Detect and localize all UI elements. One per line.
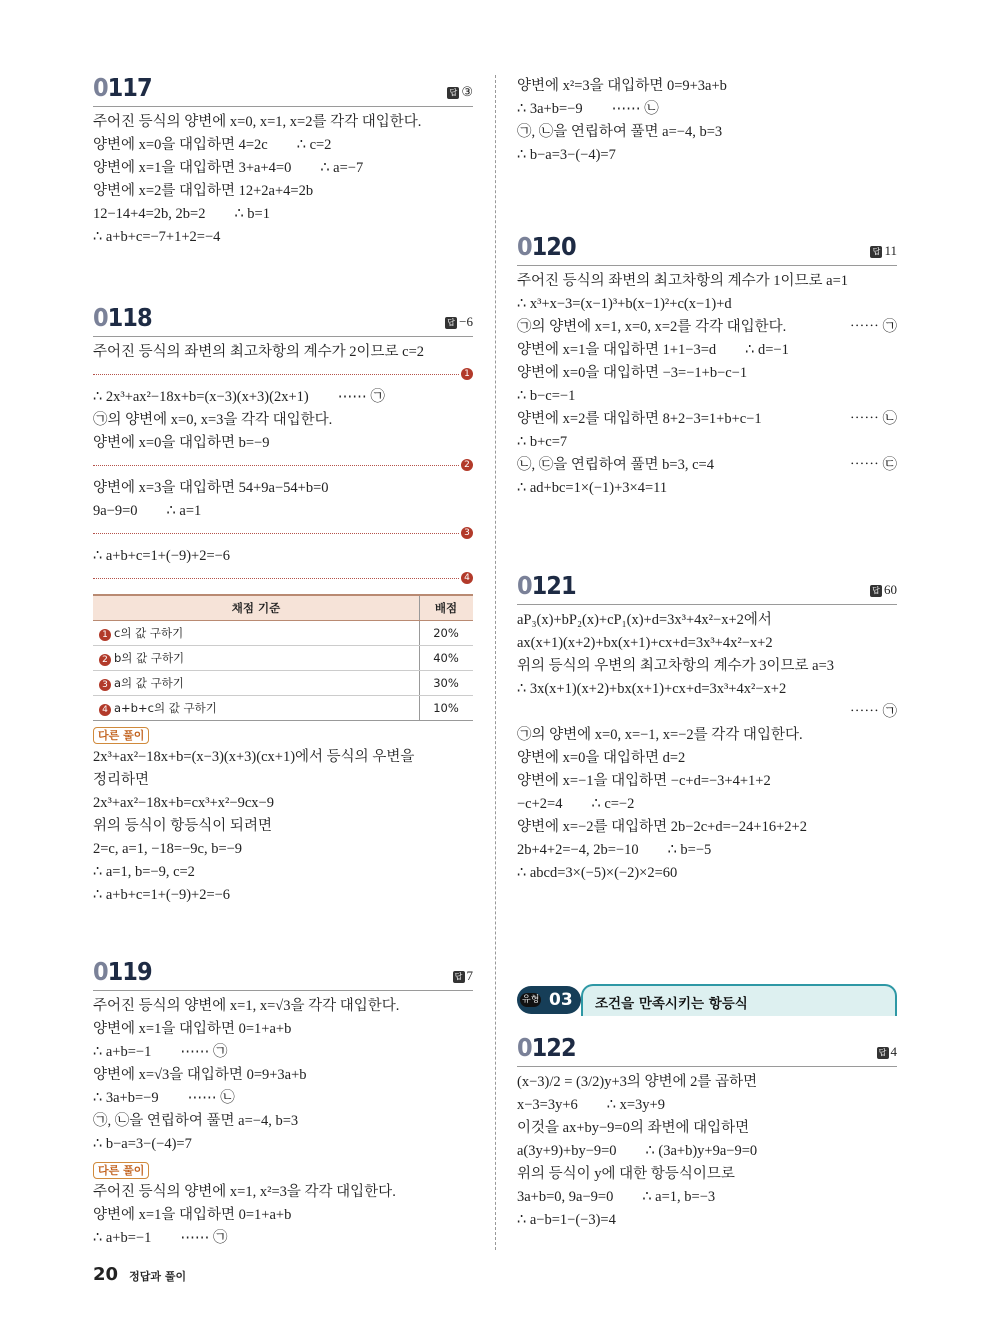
solution-line: ∴ 2x³+ax²−18x+b=(x−3)(x+3)(2x+1) ⋯⋯ ㉠ <box>93 389 385 405</box>
answer-icon: 답 <box>447 87 459 99</box>
solution-line: 양변에 x=2를 대입하면 8+2−3=1+b+c−1 <box>517 411 762 427</box>
solution-line: 위의 등식의 우변의 최고차항의 계수가 3이므로 a=3 <box>517 658 834 674</box>
criterion-label: c의 값 구하기 <box>114 626 184 640</box>
solution-line: 주어진 등식의 좌변의 최고차항의 계수가 2이므로 c=2 <box>93 344 425 360</box>
scoring-divider <box>93 568 473 590</box>
answer <box>447 84 473 100</box>
problem-header <box>93 73 473 107</box>
solution-line: ∴ b−a=3−(−4)=7 <box>517 147 616 163</box>
solution-body <box>93 341 473 590</box>
answer <box>877 1044 898 1060</box>
solution-line: ∴ a−b=1−(−3)=4 <box>517 1212 616 1228</box>
solution-line: ∴ b+c=7 <box>517 434 568 450</box>
equation-tag: ⋯⋯ ㉠ <box>849 704 897 720</box>
criterion-cell <box>93 621 420 646</box>
table-header: 배점 <box>420 595 474 621</box>
problem-header <box>93 957 473 991</box>
score-cell: 30% <box>420 671 474 696</box>
solution-line: 위의 등식이 y에 대한 항등식이므로 <box>517 1166 735 1182</box>
solution-line: 양변에 x=0을 대입하면 d=2 <box>517 750 686 766</box>
step-badge: 4 <box>461 572 473 584</box>
solution-line: 양변에 x²=3을 대입하면 0=9+3a+b <box>517 78 727 94</box>
solution-line: ∴ a+b+c=1+(−9)+2=−6 <box>93 548 231 564</box>
solution-line: 2x³+ax²−18x+b=cx³+x²−9cx−9 <box>93 795 274 811</box>
problem-number: 0119 <box>93 957 152 986</box>
criterion-label: a+b+c의 값 구하기 <box>114 701 217 715</box>
answer-icon: 답 <box>877 1047 889 1059</box>
solution-line: ㉠의 양변에 x=1, x=0, x=2를 각각 대입한다. <box>517 319 787 335</box>
solution-line: 양변에 x=0을 대입하면 −3=−1+b−c−1 <box>517 365 748 381</box>
banner-title: 조건을 만족시키는 항등식 <box>595 996 748 1012</box>
solution-line: ∴ b−a=3−(−4)=7 <box>93 1136 192 1152</box>
solution-line: 정리하면 <box>93 772 150 788</box>
solution-line: ∴ ad+bc=1×(−1)+3×4=11 <box>517 480 668 496</box>
problem-number: 0118 <box>93 303 152 332</box>
alt-solution-body <box>93 746 473 907</box>
solution-line: −c+2=4 ∴ c=−2 <box>517 796 635 812</box>
solution-line: x−3=3y+6 ∴ x=3y+9 <box>517 1097 665 1113</box>
criterion-cell <box>93 696 420 721</box>
criterion-label: a의 값 구하기 <box>114 676 184 690</box>
solution-line: ㉠, ㉡을 연립하여 풀면 a=−4, b=3 <box>517 124 723 140</box>
solution-line: (x−3)/2 = (3/2)y+3의 양변에 2를 곱하면 <box>517 1074 758 1090</box>
solution-line: 3a+b=0, 9a−9=0 ∴ a=1, b=−3 <box>517 1189 716 1205</box>
criterion-cell <box>93 646 420 671</box>
solution-line: 양변에 x=0을 대입하면 4=2c ∴ c=2 <box>93 137 332 153</box>
solution-line: 주어진 등식의 양변에 x=0, x=1, x=2를 각각 대입한다. <box>93 114 422 130</box>
answer-value: 11 <box>884 243 897 258</box>
step-badge: 2 <box>99 654 111 666</box>
solution-line: ∴ abcd=3×(−5)×(−2)×2=60 <box>517 865 678 881</box>
continued-solution <box>517 75 897 167</box>
problem-number: 0122 <box>517 1033 576 1062</box>
solution-body <box>517 270 897 500</box>
answer-icon: 답 <box>445 317 457 329</box>
solution-line: 양변에 x=1을 대입하면 1+1−3=d ∴ d=−1 <box>517 342 789 358</box>
solution-line: ∴ x³+x−3=(x−1)³+b(x−1)²+c(x−1)+d <box>517 296 732 312</box>
type-label: 유형 <box>522 995 540 1005</box>
solution-line: ∴ a+b+c=1+(−9)+2=−6 <box>93 887 231 903</box>
equation-tag: ⋯⋯ ㉡ <box>849 411 897 427</box>
solution-line: ㉠의 양변에 x=0, x=3을 각각 대입한다. <box>93 412 333 428</box>
score-cell: 40% <box>420 646 474 671</box>
table-row <box>93 671 473 696</box>
answer-value: ③ <box>461 84 473 99</box>
solution-line: 2=c, a=1, −18=−9c, b=−9 <box>93 841 243 857</box>
alt-solution-badge: 다른 풀이 <box>93 1162 149 1179</box>
problem-header <box>517 1033 897 1067</box>
answer <box>445 314 473 330</box>
table-row <box>93 696 473 721</box>
scoring-table <box>93 594 473 721</box>
solution-line: ㉠, ㉡을 연립하여 풀면 a=−4, b=3 <box>93 1113 299 1129</box>
solution-line: ∴ b−c=−1 <box>517 388 576 404</box>
problem-0121 <box>517 571 897 885</box>
column-divider <box>495 75 496 1250</box>
solution-body <box>517 1071 897 1232</box>
solution-line: 위의 등식이 항등식이 되려면 <box>93 818 272 834</box>
answer <box>453 968 474 984</box>
answer-icon: 답 <box>870 246 882 258</box>
solution-line: 2b+4+2=−4, 2b=−10 ∴ b=−5 <box>517 842 712 858</box>
table-header: 채점 기준 <box>93 595 420 621</box>
solution-line: ∴ a+b+c=−7+1+2=−4 <box>93 229 221 245</box>
answer-value: −6 <box>459 314 473 329</box>
equation-tag: ⋯⋯ ㉢ <box>849 457 897 473</box>
step-badge: 1 <box>461 368 473 380</box>
answer-value: 4 <box>890 1044 897 1059</box>
problem-number: 0120 <box>517 232 576 261</box>
solution-body <box>517 75 897 167</box>
problem-0119 <box>93 957 473 1250</box>
solution-line: ∴ a+b=−1 ⋯⋯ ㉠ <box>93 1044 228 1060</box>
solution-line: 양변에 x=3을 대입하면 54+9a−54+b=0 <box>93 480 329 496</box>
solution-line: 양변에 x=0을 대입하면 b=−9 <box>93 435 270 451</box>
answer-value: 60 <box>884 582 897 597</box>
problem-header <box>517 232 897 266</box>
criterion-label: b의 값 구하기 <box>114 651 185 665</box>
problem-number: 0117 <box>93 73 152 102</box>
alt-solution-body <box>93 1181 473 1250</box>
solution-line: 9a−9=0 ∴ a=1 <box>93 503 202 519</box>
solution-line: 12−14+4=2b, 2b=2 ∴ b=1 <box>93 206 270 222</box>
criterion-cell <box>93 671 420 696</box>
score-cell: 10% <box>420 696 474 721</box>
solution-line: ∴ 3a+b=−9 ⋯⋯ ㉡ <box>93 1090 235 1106</box>
solution-line: 양변에 x=2를 대입하면 12+2a+4=2b <box>93 183 314 199</box>
solution-line: 양변에 x=−1을 대입하면 −c+d=−3+4+1+2 <box>517 773 771 789</box>
solution-line: ∴ 3x(x+1)(x+2)+bx(x+1)+cx+d=3x³+4x²−x+2 <box>517 681 787 697</box>
step-badge: 1 <box>99 629 111 641</box>
solution-line: ㉡, ㉢을 연립하여 풀면 b=3, c=4 <box>517 457 714 473</box>
scoring-divider <box>93 364 473 386</box>
footer-label: 정답과 풀이 <box>129 1270 187 1283</box>
answer-value: 7 <box>466 968 473 983</box>
step-badge: 3 <box>99 679 111 691</box>
solution-line: 양변에 x=−2를 대입하면 2b−2c+d=−24+16+2+2 <box>517 819 807 835</box>
banner-box <box>581 984 897 1016</box>
answer-icon: 답 <box>453 971 465 983</box>
alt-solution-badge: 다른 풀이 <box>93 727 149 744</box>
problem-header <box>517 571 897 605</box>
solution-line: 주어진 등식의 양변에 x=1, x²=3을 각각 대입한다. <box>93 1184 396 1200</box>
table-row <box>93 646 473 671</box>
step-badge: 3 <box>461 527 473 539</box>
solution-body <box>517 609 897 885</box>
solution-line: ∴ 3a+b=−9 ⋯⋯ ㉡ <box>517 101 659 117</box>
answer-icon: 답 <box>870 585 882 597</box>
solution-line: a(3y+9)+by−9=0 ∴ (3a+b)y+9a−9=0 <box>517 1143 758 1159</box>
solution-line: ax(x+1)(x+2)+bx(x+1)+cx+d=3x³+4x²−x+2 <box>517 635 773 651</box>
section-banner <box>517 984 897 1016</box>
problem-number: 0121 <box>517 571 576 600</box>
score-cell: 20% <box>420 621 474 646</box>
step-badge: 2 <box>461 459 473 471</box>
problem-0120 <box>517 232 897 500</box>
step-badge: 4 <box>99 704 111 716</box>
problem-0122 <box>517 1033 897 1232</box>
solution-line: ㉠의 양변에 x=0, x=−1, x=−2를 각각 대입한다. <box>517 727 803 743</box>
type-number: 03 <box>549 990 573 1010</box>
solution-line: 양변에 x=1을 대입하면 3+a+4=0 ∴ a=−7 <box>93 160 364 176</box>
equation-tag: ⋯⋯ ㉠ <box>849 319 897 335</box>
page-footer <box>93 1264 186 1285</box>
solution-line: 양변에 x=1을 대입하면 0=1+a+b <box>93 1207 292 1223</box>
solution-line: 양변에 x=√3을 대입하면 0=9+3a+b <box>93 1067 307 1083</box>
answer <box>870 582 897 598</box>
scoring-divider <box>93 455 473 477</box>
solution-line: 주어진 등식의 양변에 x=1, x=√3을 각각 대입한다. <box>93 998 400 1014</box>
solution-line: 주어진 등식의 좌변의 최고차항의 계수가 1이므로 a=1 <box>517 273 849 289</box>
type-badge <box>517 986 581 1014</box>
solution-body <box>93 111 473 249</box>
problem-0117 <box>93 73 473 249</box>
solution-line: ∴ a+b=−1 ⋯⋯ ㉠ <box>93 1230 228 1246</box>
table-header-row <box>93 595 473 621</box>
solution-line: ∴ a=1, b=−9, c=2 <box>93 864 195 880</box>
problem-header <box>93 303 473 337</box>
solution-line: 양변에 x=1을 대입하면 0=1+a+b <box>93 1021 292 1037</box>
scoring-divider <box>93 523 473 545</box>
page-number: 20 <box>93 1264 119 1285</box>
solution-line-wrap <box>517 701 897 724</box>
solution-body <box>93 995 473 1156</box>
table-row <box>93 621 473 646</box>
problem-0118 <box>93 303 473 907</box>
solution-line: 이것을 ax+by−9=0의 좌변에 대입하면 <box>517 1120 750 1136</box>
solution-line: aP₃(x)+bP₂(x)+cP₁(x)+d=3x³+4x²−x+2에서 <box>517 612 772 628</box>
solution-line: 2x³+ax²−18x+b=(x−3)(x+3)(cx+1)에서 등식의 우변을 <box>93 749 415 765</box>
answer <box>870 243 897 259</box>
